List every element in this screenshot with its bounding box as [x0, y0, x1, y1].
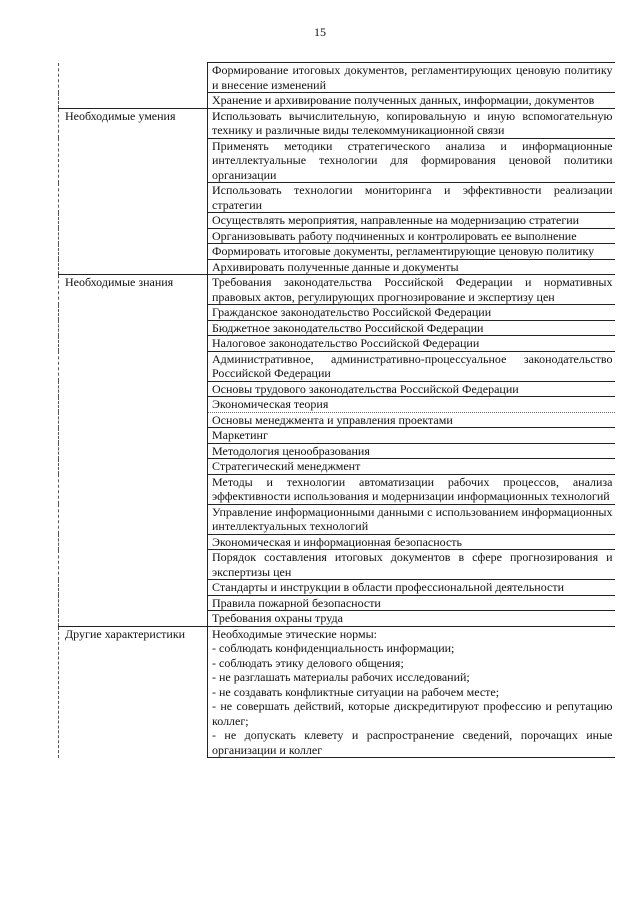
row-label	[59, 228, 208, 244]
row-label	[59, 474, 208, 504]
row-item: Требования охраны труда	[208, 611, 615, 627]
row-item: Основы трудового законодательства Российской Федерации	[208, 381, 615, 397]
table-row	[59, 504, 615, 534]
table-row	[59, 611, 615, 627]
ethics-heading: Необходимые этические нормы:	[212, 626, 377, 641]
row-label	[59, 63, 208, 93]
table-row	[59, 381, 615, 397]
table-row	[59, 550, 615, 580]
row-label	[59, 305, 208, 321]
table-row	[59, 108, 615, 138]
characteristics-table	[58, 62, 615, 758]
section-label-knowledge: Необходимые знания	[59, 275, 208, 305]
row-item: Стратегический менеджмент	[208, 459, 615, 475]
table-row	[59, 580, 615, 596]
page-number: 15	[314, 25, 326, 39]
row-label	[59, 213, 208, 229]
row-item: Стандарты и инструкции в области профессиональной деятельности	[208, 580, 615, 596]
row-item: Использовать вычислительную, копировальную и иную вспомогательную технику и различные виды телекоммуникационной связи	[208, 108, 615, 138]
row-label	[59, 504, 208, 534]
table-row	[59, 443, 615, 459]
table-row-other	[59, 626, 615, 758]
row-label	[59, 336, 208, 352]
table-row	[59, 213, 615, 229]
table-row	[59, 412, 615, 428]
ethics-item: - не разглашать материалы рабочих исследований;	[212, 670, 470, 684]
row-item: Хранение и архивирование полученных данных, информации, документов	[208, 93, 615, 109]
table-row	[59, 259, 615, 275]
row-item: Бюджетное законодательство Российской Федерации	[208, 320, 615, 336]
table-row	[59, 474, 615, 504]
table-row	[59, 595, 615, 611]
table-row	[59, 459, 615, 475]
row-item: Методология ценообразования	[208, 443, 615, 459]
row-item: Организовывать работу подчиненных и контролировать ее выполнение	[208, 228, 615, 244]
row-item: Архивировать полученные данные и документы	[208, 259, 615, 275]
row-label	[59, 550, 208, 580]
row-label	[59, 412, 208, 428]
table-row	[59, 138, 615, 183]
row-item: Осуществлять мероприятия, направленные на модернизацию стратегии	[208, 213, 615, 229]
row-item: Управление информационными данными с использованием информационных интеллектуальных технологий	[208, 504, 615, 534]
row-label	[59, 580, 208, 596]
ethics-item: - не совершать действий, которые дискредитируют профессию и репутацию коллег;	[212, 699, 613, 728]
row-label	[59, 351, 208, 381]
row-item: Маркетинг	[208, 428, 615, 444]
row-item: Использовать технологии мониторинга и эффективности реализации стратегии	[208, 183, 615, 213]
ethics-item: - не допускать клевету и распространение сведений, порочащих иные организации и коллег	[212, 728, 613, 757]
table-row	[59, 305, 615, 321]
row-label	[59, 93, 208, 109]
row-item: Основы менеджмента и управления проектами	[208, 412, 615, 428]
row-label	[59, 183, 208, 213]
row-item: Гражданское законодательство Российской Федерации	[208, 305, 615, 321]
table-row	[59, 397, 615, 413]
table-row	[59, 351, 615, 381]
row-item: Формировать итоговые документы, регламентирующие ценовую политику	[208, 244, 615, 260]
table-row	[59, 93, 615, 109]
table-row	[59, 275, 615, 305]
row-label	[59, 381, 208, 397]
row-label	[59, 534, 208, 550]
ethics-item: - соблюдать этику делового общения;	[212, 655, 404, 670]
table-row	[59, 534, 615, 550]
row-label	[59, 397, 208, 413]
row-label	[59, 443, 208, 459]
table-row	[59, 244, 615, 260]
row-item: Формирование итоговых документов, регламентирующих ценовую политику и внесение изменений	[208, 63, 615, 93]
row-label	[59, 320, 208, 336]
section-label-other: Другие характеристики	[59, 626, 208, 758]
row-label	[59, 138, 208, 183]
row-label	[59, 459, 208, 475]
row-item: Экономическая теория	[208, 397, 615, 413]
table-row	[59, 63, 615, 93]
row-label	[59, 595, 208, 611]
row-item: Административное, административно-процессуальное законодательство Российской Федерации	[208, 351, 615, 381]
ethics-item: - соблюдать конфиденциальность информации;	[212, 641, 455, 655]
ethics-item: - не создавать конфликтные ситуации на рабочем месте;	[212, 684, 500, 699]
row-label	[59, 244, 208, 260]
table-row	[59, 183, 615, 213]
table-row	[59, 336, 615, 352]
row-item: Экономическая и информационная безопасность	[208, 534, 615, 550]
row-item: Налоговое законодательство Российской Федерации	[208, 336, 615, 352]
row-label	[59, 611, 208, 627]
table-row	[59, 228, 615, 244]
ethics-list	[208, 626, 615, 758]
row-label	[59, 428, 208, 444]
row-label	[59, 259, 208, 275]
table-row	[59, 428, 615, 444]
row-item: Правила пожарной безопасности	[208, 595, 615, 611]
row-item: Применять методики стратегического анализа и информационные интеллектуальные технологии для формирования ценовой политики организации	[208, 138, 615, 183]
row-item: Порядок составления итоговых документов в сфере прогнозирования и экспертизы цен	[208, 550, 615, 580]
row-item: Методы и технологии автоматизации рабочих процессов, анализа эффективности использования и модернизации информационных технологий	[208, 474, 615, 504]
section-label-skills: Необходимые умения	[59, 108, 208, 138]
row-item: Требования законодательства Российской Федерации и нормативных правовых актов, регулирующих прогнозирование и экспертизу цен	[208, 275, 615, 305]
table-row	[59, 320, 615, 336]
